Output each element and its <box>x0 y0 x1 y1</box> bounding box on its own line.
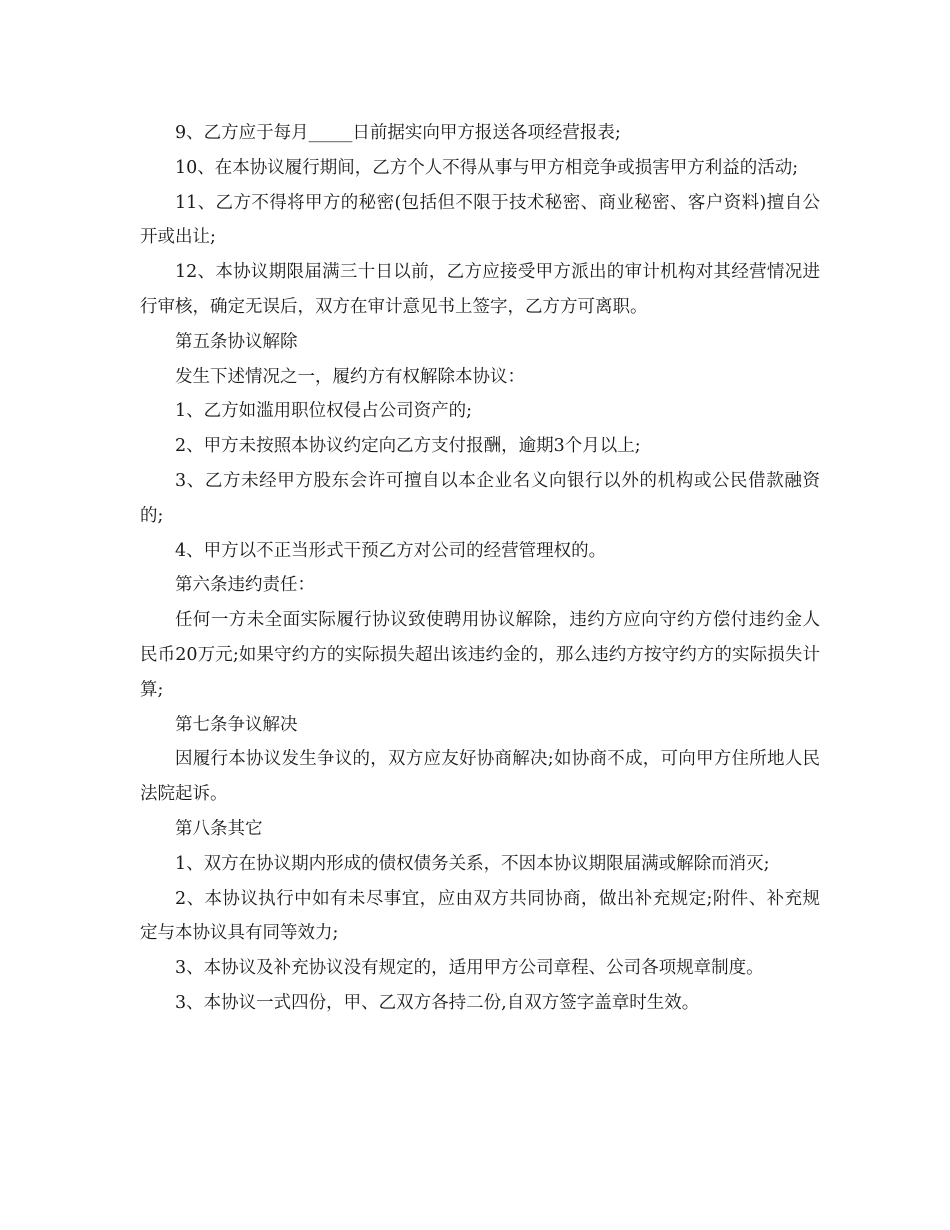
section-heading-article-5: 第五条协议解除 <box>175 331 298 352</box>
section-heading-article-7: 第七条争议解决 <box>175 714 298 735</box>
article-7-text: 因履行本协议发生争议的，双方应友好协商解决;如协商不成，可向甲方住所地人民法院起诉。 <box>140 749 820 805</box>
article-6-text: 任何一方未全面实际履行协议致使聘用协议解除，违约方应向守约方偿付违约金人民币20万元;如果守约方的实际损失超出该违约金的，那么违约方按守约方的实际损失计算; <box>140 610 820 700</box>
clause-12: 12、本协议期限届满三十日以前，乙方应接受甲方派出的审计机构对其经营情况进行审核，确定无误后，双方在审计意见书上签字，乙方方可离职。 <box>140 262 820 317</box>
article-8-item-3b: 3、本协议一式四份，甲、乙双方各持二份,自双方签字盖章时生效。 <box>175 992 700 1013</box>
section-heading-article-6: 第六条违约责任： <box>175 575 315 596</box>
document-body <box>140 116 820 1021</box>
article-5-item-4: 4、甲方以不正当形式干预乙方对公司的经营管理权的。 <box>175 540 607 561</box>
article-5-item-2: 2、甲方未按照本协议约定向乙方支付报酬，逾期3个月以上; <box>175 436 641 457</box>
article-8-item-2: 2、本协议执行中如有未尽事宜，应由双方共同协商，做出补充规定;附件、补充规定与本协议具有同等效力; <box>140 888 820 944</box>
article-5-intro: 发生下述情况之一，履约方有权解除本协议： <box>175 366 525 387</box>
article-5-item-1: 1、乙方如滥用职位权侵占公司资产的; <box>175 401 473 422</box>
article-5-item-3: 3、乙方未经甲方股东会许可擅自以本企业名义向银行以外的机构或公民借款融资的; <box>140 470 820 526</box>
clause-10: 10、在本协议履行期间，乙方个人不得从事与甲方相竞争或损害甲方利益的活动; <box>175 157 799 178</box>
clause-9: 9、乙方应于每月_____日前据实向甲方报送各项经营报表; <box>175 123 621 143</box>
article-8-item-3: 3、本协议及补充协议没有规定的，适用甲方公司章程、公司各项规章制度。 <box>175 958 764 979</box>
clause-11: 11、乙方不得将甲方的秘密(包括但不限于技术秘密、商业秘密、客户资料)擅自公开或出让; <box>140 192 820 248</box>
article-8-item-1: 1、双方在协议期内形成的债权债务关系，不因本协议期限届满或解除而消灭; <box>175 853 770 874</box>
section-heading-article-8: 第八条其它 <box>175 818 263 839</box>
